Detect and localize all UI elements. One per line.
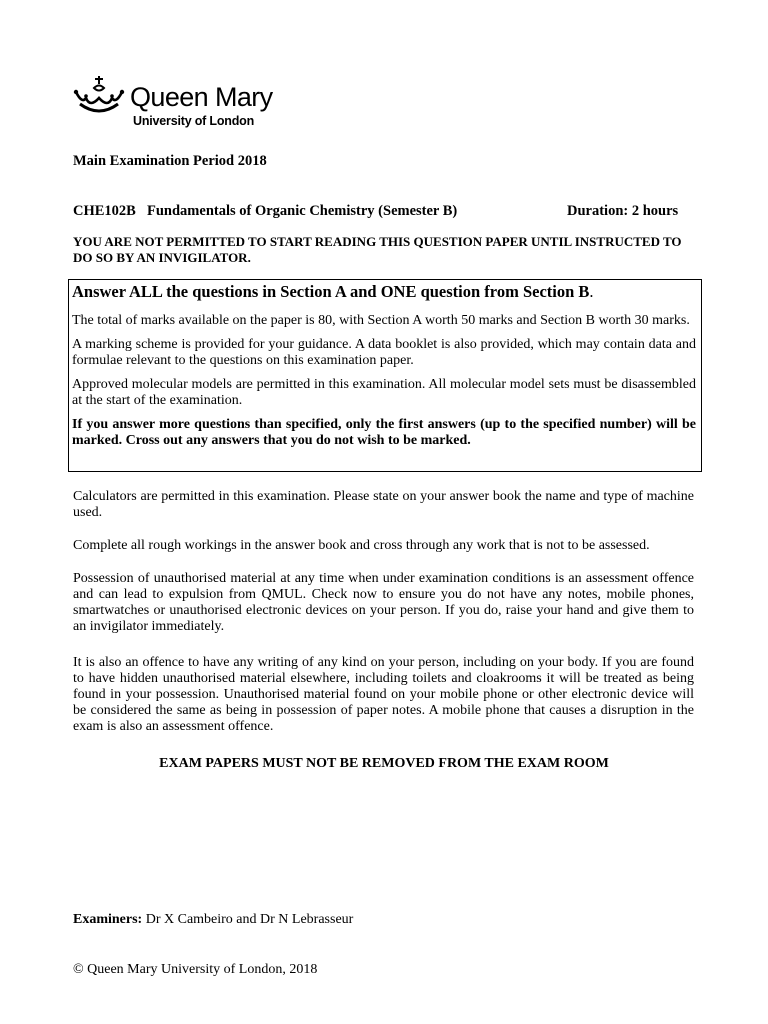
- examiners-names: Dr X Cambeiro and Dr N Lebrasseur: [142, 912, 354, 927]
- instructions-heading: [72, 282, 696, 302]
- examiners-label: Examiners:: [73, 912, 143, 927]
- extra-answers-warning: If you answer more questions than specified, only the first answers (up to the specified number) will be marked. Cross out any answers that you do not wish to be marked.: [72, 417, 696, 448]
- logo-name: Queen Mary: [130, 82, 273, 112]
- university-logo: [72, 74, 292, 130]
- molecular-models-info: Approved molecular models are permitted in this examination. All molecular model sets must be disassembled at the start of the examination.: [72, 377, 696, 408]
- instructions-heading-period: .: [589, 282, 594, 301]
- start-warning: YOU ARE NOT PERMITTED TO START READING THIS QUESTION PAPER UNTIL INSTRUCTED TO DO SO BY AN INVIGILATOR.: [73, 234, 682, 265]
- writing-offence-paragraph: It is also an offence to have any writing of any kind on your person, including on your body. If you are found to have hidden unauthorised material elsewhere, including toilets and cloakrooms it will be treated as being found in your possession. Unauthorised material found on your mobile phone or other electronic device will be considered the same as being in possession of paper notes. A mobile phone that causes a disruption in the exam is also an assessment offence.: [73, 655, 694, 734]
- instructions-heading-text: Answer ALL the questions in Section A and ONE question from Section B: [72, 282, 590, 301]
- crown-crest-icon: [72, 74, 126, 114]
- exam-room-notice: EXAM PAPERS MUST NOT BE REMOVED FROM THE EXAM ROOM: [159, 756, 609, 771]
- exam-duration: Duration: 2 hours: [567, 203, 679, 219]
- marks-info: The total of marks available on the paper is 80, with Section A worth 50 marks and Section B worth 30 marks.: [72, 313, 690, 328]
- calculators-paragraph: Calculators are permitted in this examination. Please state on your answer book the name and type of machine used.: [73, 489, 694, 520]
- examiners-line: [73, 912, 353, 928]
- course-title: Fundamentals of Organic Chemistry (Semester B): [147, 203, 458, 219]
- logo-subtitle: University of London: [133, 114, 255, 128]
- instructions-box: [68, 279, 702, 472]
- rough-work-paragraph: Complete all rough workings in the answer book and cross through any work that is not to be assessed.: [73, 538, 650, 553]
- exam-period: Main Examination Period 2018: [73, 153, 267, 169]
- copyright-notice: © Queen Mary University of London, 2018: [73, 962, 318, 977]
- unauthorised-material-paragraph: Possession of unauthorised material at any time when under examination conditions is an assessment offence and can lead to expulsion from QMUL. Check now to ensure you do not have any notes, mobile phones, smartwatches or unauthorised electronic devices on your person. If you do, raise your hand and give them to an invigilator immediately.: [73, 571, 694, 634]
- marking-scheme-info: A marking scheme is provided for your guidance. A data booklet is also provided, which may contain data and formulae relevant to the questions on this examination paper.: [72, 337, 696, 368]
- course-code: CHE102B: [73, 203, 136, 219]
